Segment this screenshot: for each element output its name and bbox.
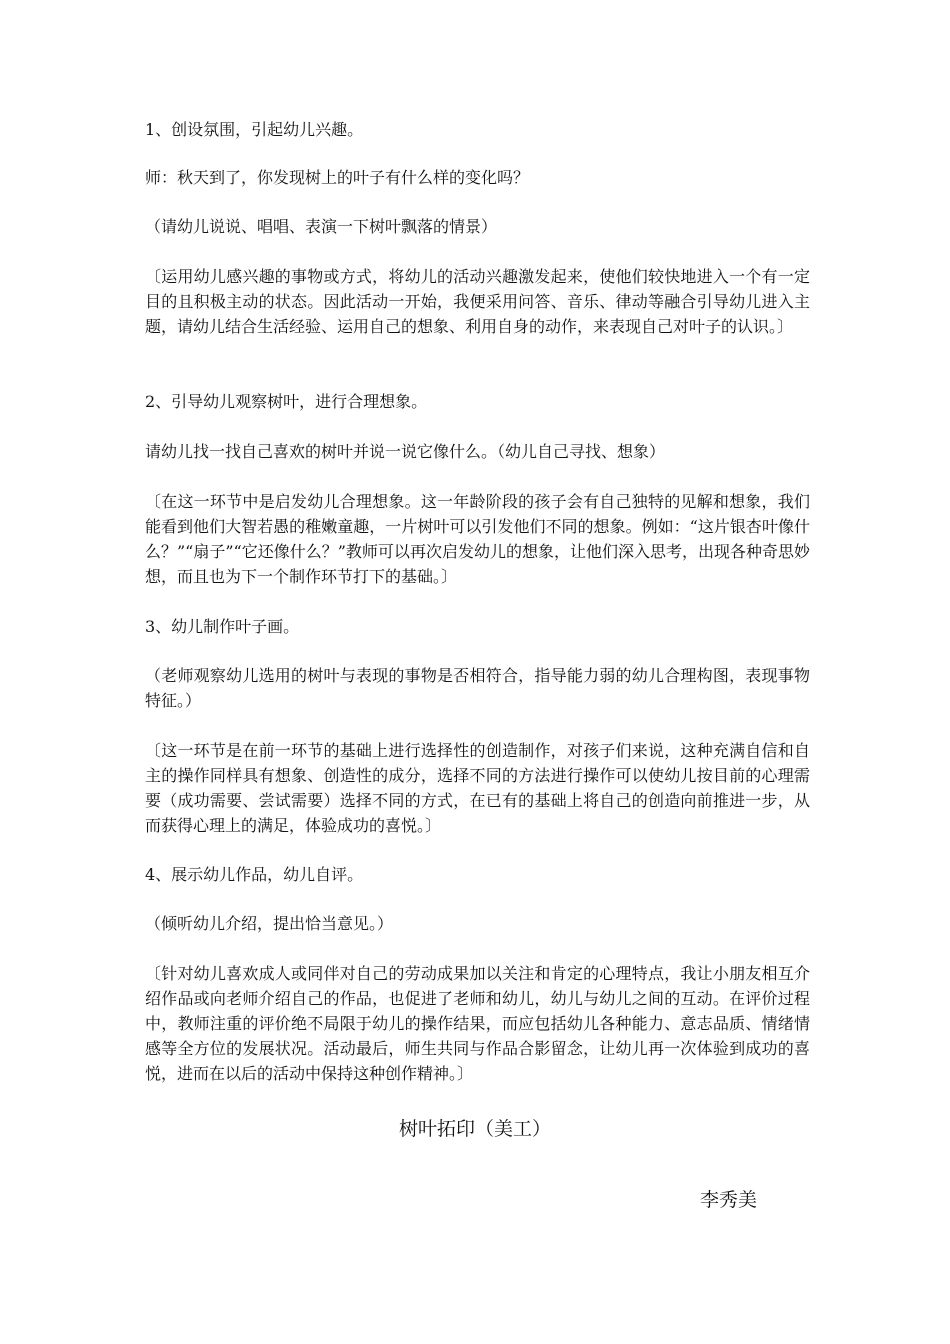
teacher-question: 师：秋天到了，你发现树上的叶子有什么样的变化吗？ xyxy=(145,168,530,187)
step-2-rationale: 〔在这一环节中是启发幼儿合理想象。这一年龄阶段的孩子会有自己独特的见解和想象，我们能看到他们大智若愚的稚嫩童趣，一片树叶可以引发他们不同的想象。例如：“这片银杏叶像什么？”“扇子”“它还像什么？”教师可以再次启发幼儿的想象，让他们深入思考，出现各种奇思妙想，而且也为下一个制作环节打下的基础。〕 xyxy=(145,492,810,586)
page-title: 树叶拓印（美工） xyxy=(398,1118,551,1140)
step-3-heading: 3、幼儿制作叶子画。 xyxy=(145,617,300,636)
step-1-heading: 1、创设氛围，引起幼儿兴趣。 xyxy=(145,120,364,139)
step-2-heading: 2、引导幼儿观察树叶，进行合理想象。 xyxy=(145,392,428,411)
step-1-rationale: 〔运用幼儿感兴趣的事物或方式，将幼儿的活动兴趣激发起来，使他们较快地进入一个有一定目的且积极主动的状态。因此活动一开始，我便采用问答、音乐、律动等融合引导幼儿进入主题，请幼儿结合生活经验、运用自己的想象、利用自身的动作，来表现自己对叶子的认识。〕 xyxy=(145,267,810,336)
step-4-rationale: 〔针对幼儿喜欢成人或同伴对自己的劳动成果加以关注和肯定的心理特点，我让小朋友相互介绍作品或向老师介绍自己的作品，也促进了老师和幼儿，幼儿与幼儿之间的互动。在评价过程中，教师注重的评价绝不局限于幼儿的操作结果，而应包括幼儿各种能力、意志品质、情绪情感等全方位的发展状况。活动最后，师生共同与作品合影留念，让幼儿再一次体验到成功的喜悦，进而在以后的活动中保持这种创作精神。〕 xyxy=(145,964,810,1083)
step-3-rationale: 〔这一环节是在前一环节的基础上进行选择性的创造制作，对孩子们来说，这种充满自信和自主的操作同样具有想象、创造性的成分，选择不同的方法进行操作可以使幼儿按目前的心理需要（成功需要、尝试需要）选择不同的方式，在已有的基础上将自己的创造向前推进一步，从而获得心理上的满足，体验成功的喜悦。〕 xyxy=(145,741,810,835)
step-4-guidance: （倾听幼儿介绍，提出恰当意见。） xyxy=(145,914,394,933)
step-4-heading: 4、展示幼儿作品，幼儿自评。 xyxy=(145,865,364,884)
step-2-instruction: 请幼儿找一找自己喜欢的树叶并说一说它像什么。（幼儿自己寻找、想象） xyxy=(145,442,666,461)
step-3-guidance: （老师观察幼儿选用的树叶与表现的事物是否相符合，指导能力弱的幼儿合理构图，表现事物特征。） xyxy=(145,666,810,710)
author-name: 李秀美 xyxy=(700,1189,758,1211)
step-1-activity-note: （请幼儿说说、唱唱、表演一下树叶飘落的情景） xyxy=(145,217,498,236)
